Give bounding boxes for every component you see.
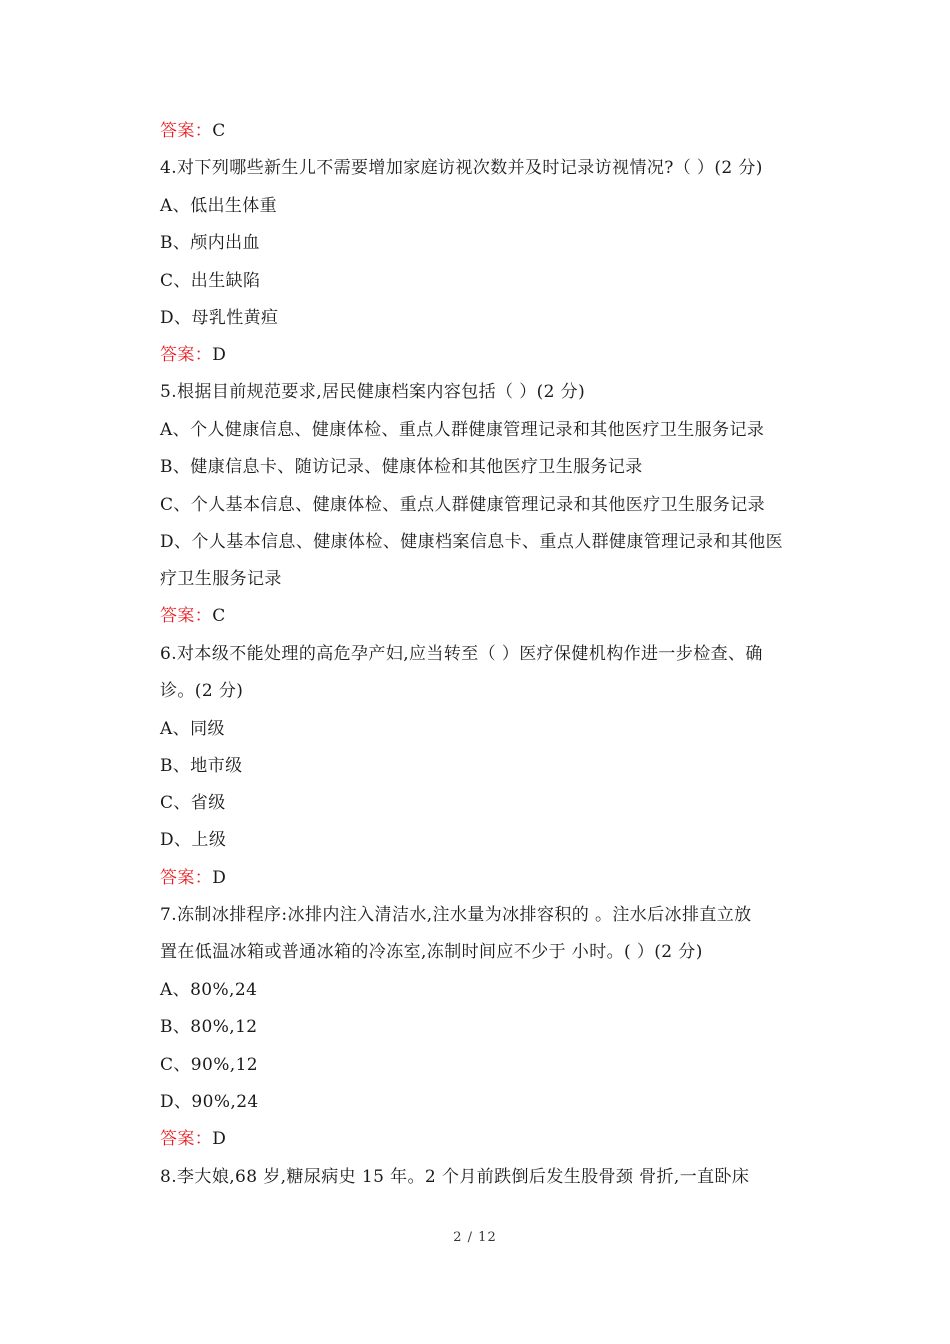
page-number: 2 / 12 — [453, 1230, 497, 1245]
question-6-stem-line2: 诊。(2 分) — [160, 681, 244, 701]
question-8-stem-line1: 8.李大娘,68 岁,糖尿病史 15 年。2 个月前跌倒后发生股骨颈 骨折,一直卧床 — [160, 1167, 750, 1187]
answer-q3 — [160, 120, 226, 142]
answer-label: 答案： — [160, 345, 213, 365]
question-5-option-d-line1: D、个人基本信息、健康体检、健康档案信息卡、重点人群健康管理记录和其他医 — [160, 532, 784, 552]
answer-label: 答案： — [160, 1129, 213, 1149]
question-6-option-c: C、省级 — [160, 793, 226, 813]
question-5-option-b: B、健康信息卡、随访记录、健康体检和其他医疗卫生服务记录 — [160, 457, 643, 477]
question-7-stem-line1: 7.冻制冰排程序:冰排内注入清洁水,注水量为冰排容积的 。注水后冰排直立放 — [160, 905, 752, 925]
answer-label: 答案： — [160, 868, 213, 888]
question-4-option-d: D、母乳性黄疸 — [160, 308, 279, 328]
answer-q6 — [160, 867, 226, 889]
answer-value: C — [212, 606, 226, 626]
answer-q4 — [160, 344, 226, 366]
question-7-option-a: A、80%,24 — [160, 980, 258, 1000]
question-4-option-b: B、颅内出血 — [160, 233, 260, 253]
answer-q5 — [160, 605, 226, 627]
answer-value: D — [212, 868, 227, 888]
question-6-option-d: D、上级 — [160, 830, 227, 850]
question-6-option-a: A、同级 — [160, 719, 225, 739]
answer-q7 — [160, 1128, 226, 1150]
answer-value: C — [212, 121, 226, 141]
answer-label: 答案： — [160, 606, 213, 626]
question-5-option-a: A、个人健康信息、健康体检、重点人群健康管理记录和其他医疗卫生服务记录 — [160, 420, 765, 440]
question-6-stem-line1: 6.对本级不能处理的高危孕产妇,应当转至（ ）医疗保健机构作进一步检查、确 — [160, 644, 763, 664]
answer-label: 答案： — [160, 121, 213, 141]
question-7-option-c: C、90%,12 — [160, 1055, 259, 1075]
question-5-option-d-line2: 疗卫生服务记录 — [160, 569, 282, 589]
question-5-option-c: C、个人基本信息、健康体检、重点人群健康管理记录和其他医疗卫生服务记录 — [160, 495, 766, 515]
answer-value: D — [212, 1129, 227, 1149]
question-4-option-c: C、出生缺陷 — [160, 271, 261, 291]
question-7-stem-line2: 置在低温冰箱或普通冰箱的冷冻室,冻制时间应不少于 小时。( ）(2 分) — [160, 942, 703, 962]
question-4-option-a: A、低出生体重 — [160, 196, 278, 216]
question-4-stem: 4.对下列哪些新生儿不需要增加家庭访视次数并及时记录访视情况?（ ）(2 分) — [160, 158, 763, 178]
question-7-option-d: D、90%,24 — [160, 1092, 259, 1112]
question-5-stem: 5.根据目前规范要求,居民健康档案内容包括（ ）(2 分) — [160, 382, 586, 402]
question-7-option-b: B、80%,12 — [160, 1017, 258, 1037]
answer-value: D — [212, 345, 227, 365]
question-6-option-b: B、地市级 — [160, 756, 243, 776]
